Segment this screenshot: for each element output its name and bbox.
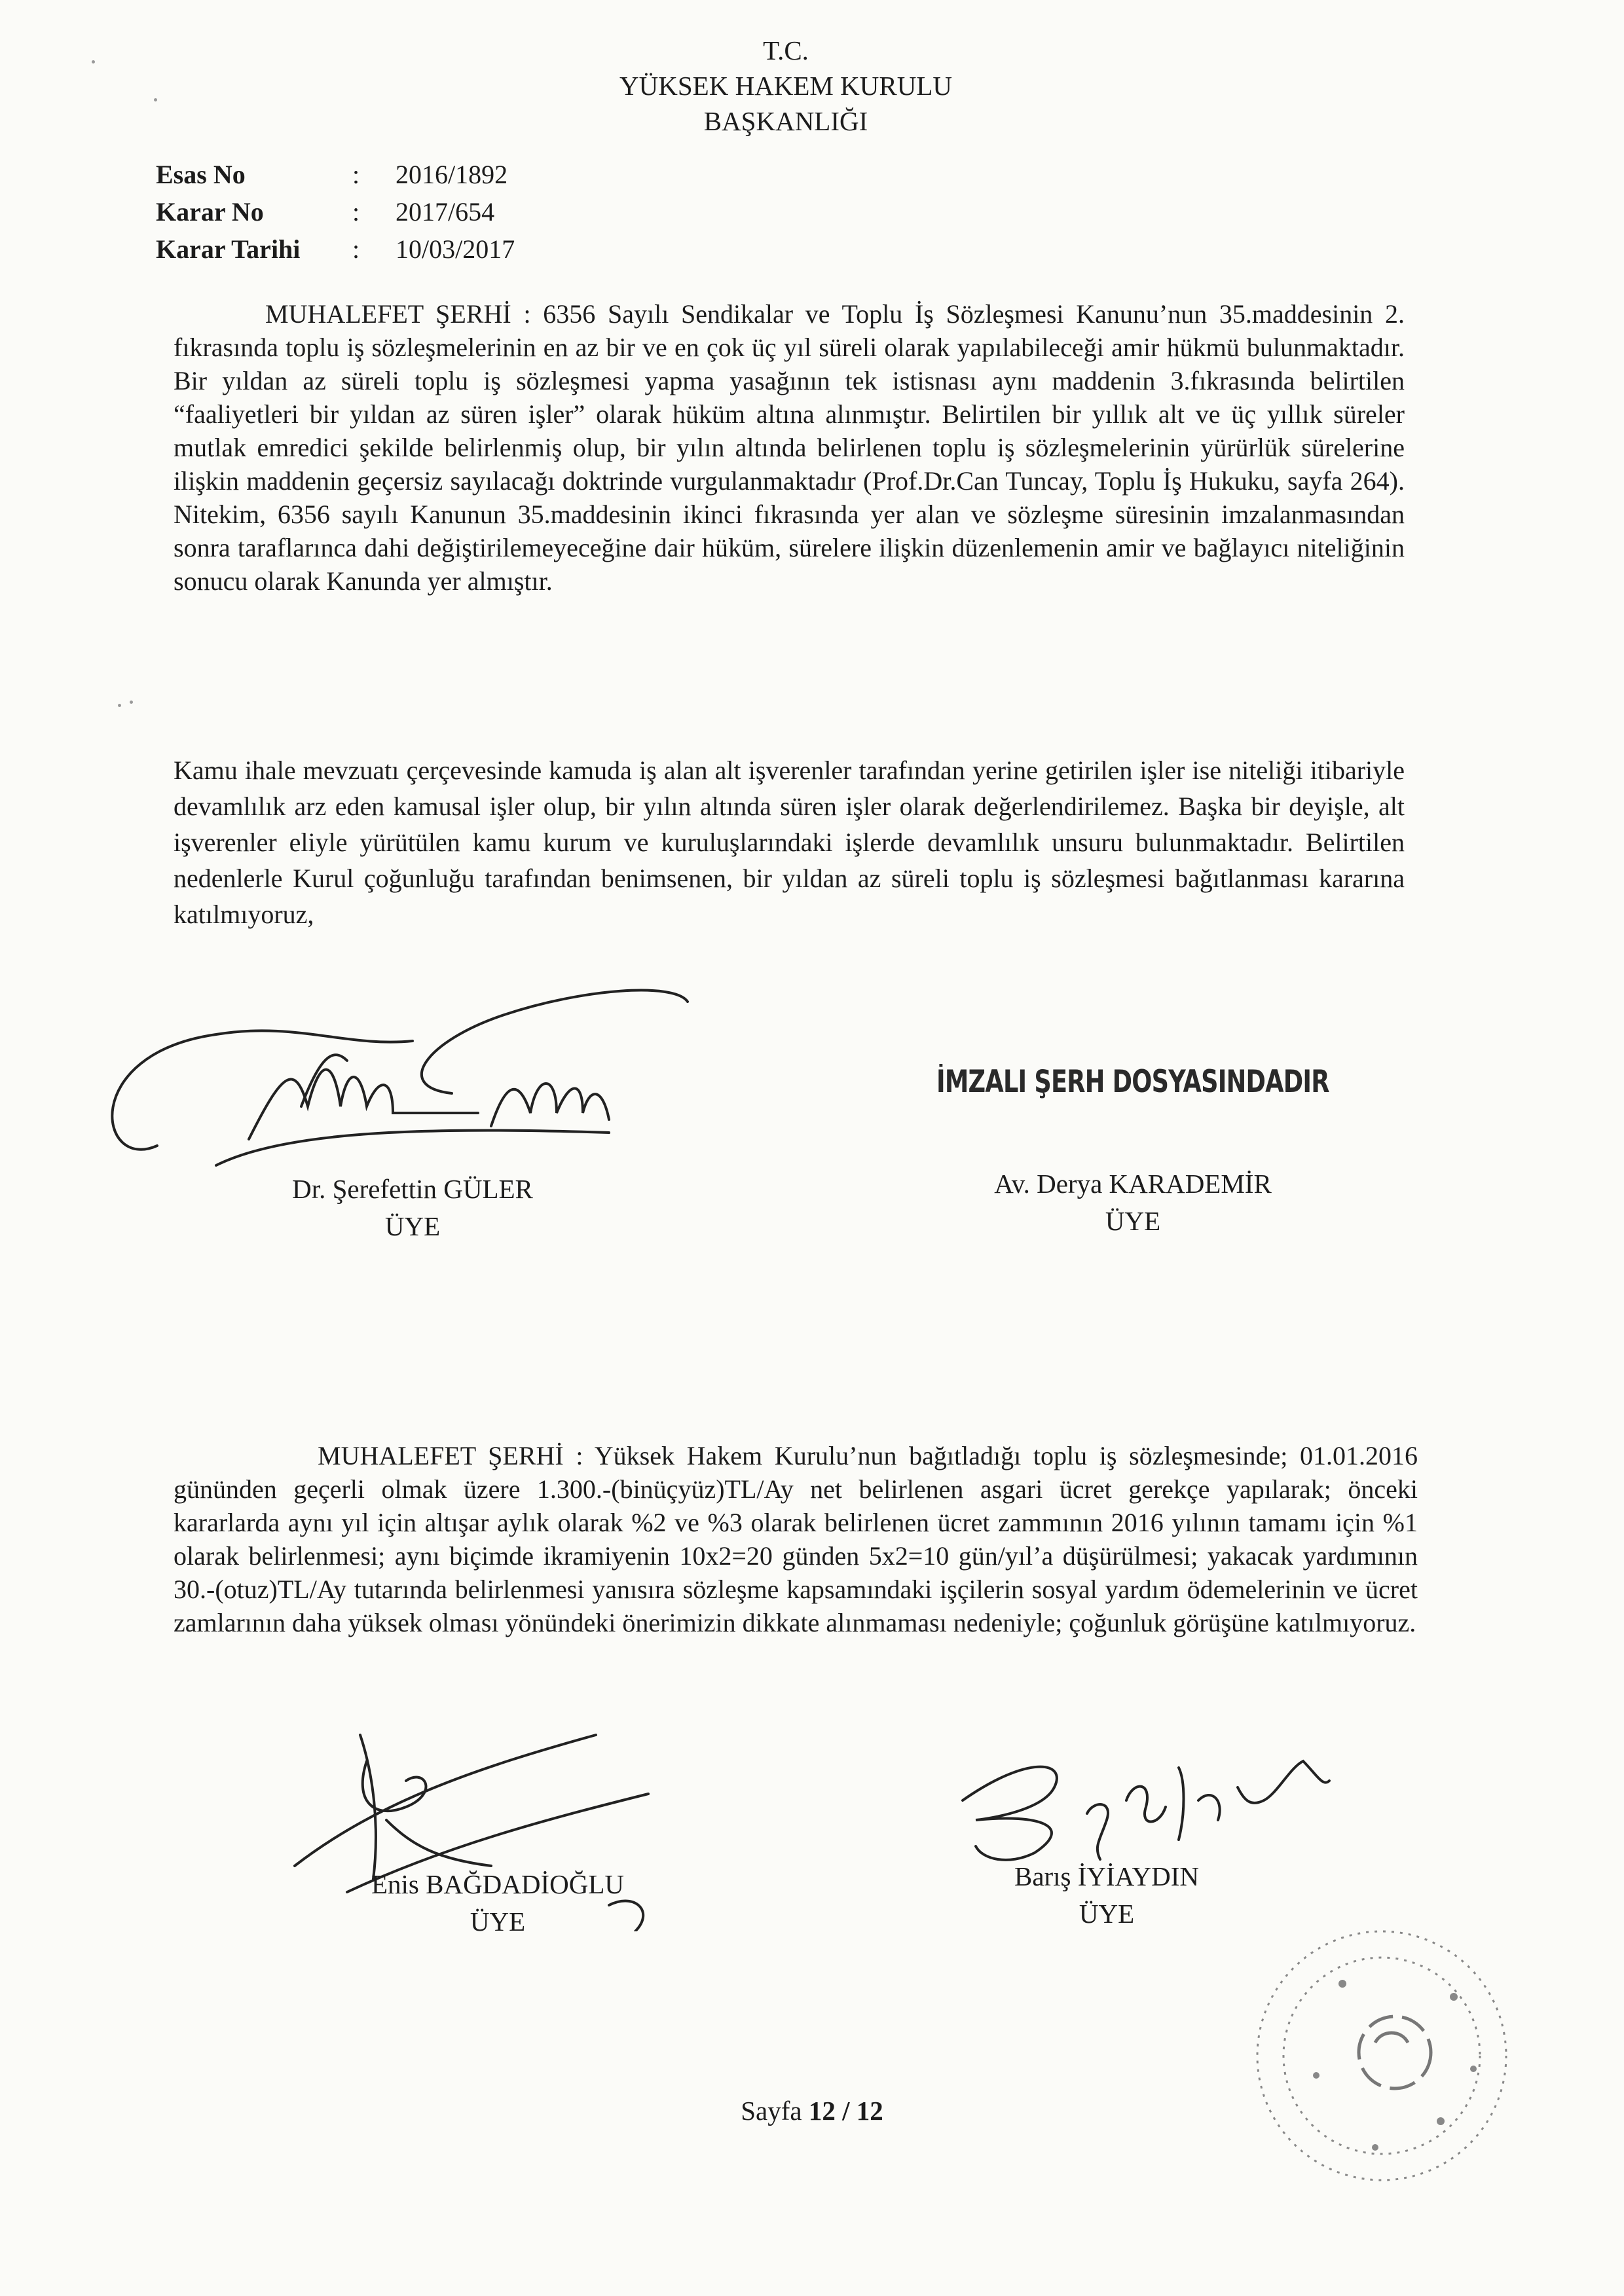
dissent-paragraph-2 — [174, 752, 1405, 932]
signature-block-bagdadioglu — [314, 1866, 681, 1941]
case-info — [156, 156, 515, 268]
signed-dissent-note: İMZALI ŞERH DOSYASINDADIR — [936, 1064, 1329, 1100]
case-info-sep: : — [352, 234, 360, 264]
signer-role: ÜYE — [470, 1906, 526, 1937]
page-footer — [0, 2095, 1624, 2126]
signer-name: Barış İYİAYDIN — [1014, 1861, 1200, 1891]
dissent-text-continued: Kamu ihale mevzuatı çerçevesinde kamuda iş alan alt işverenler tarafından yerine getirilen işler ise niteliği itibariyle devamlılık arz eden kamusal işler olup, bir yılın altında süren işler olarak değerlendirilemez. Başka bir deyişle, alt işverenler eliyle yürütülen kamu kurum ve kuruluşlarındaki işlerde devamlılık unsuru bulunmaktadır. Belirtilen nedenlerle Kurul çoğunluğu tarafından benimsenen, bir yıldan az süreli toplu iş sözleşmesi bağıtlanması kararına katılmıyoruz, — [174, 756, 1405, 929]
dissent-text: Yüksek Hakem Kurulu’nun bağıtladığı toplu iş sözleşmesinde; 01.01.2016 gününden geçerli olmak üzere 1.300.-(binüçyüz)TL/Ay net belirlenen asgari ücret gerekçe yapılarak; önceki kararlarda aynı yıl için altışar aylık olarak %2 ve %3 olarak belirlenen ücret zammının 2016 yılının tamamı için %1 olarak belirlenmesi; aynı biçimde ikramiyenin 10x2=20 günden 5x2=10 gün/yıl’a düşürülmesi; yakacak yardımının 30.-(otuz)TL/Ay tutarında belirlenmesi yanısıra sözleşme kapsamındaki işçilerin sosyal yardım ödemelerinin ve ücret zamlarının daha yüksek olması yönündeki önerimizin dikkate alınmaması nedeniyle; çoğunluk görüşüne katılmıyoruz. — [174, 1441, 1418, 1637]
scan-speck — [118, 704, 121, 707]
case-info-value: 2016/1892 — [396, 160, 508, 189]
case-info-row — [156, 230, 515, 268]
scan-speck — [154, 98, 157, 101]
case-info-value: 10/03/2017 — [396, 234, 515, 264]
case-info-row — [156, 193, 515, 230]
case-info-sep: : — [352, 197, 360, 227]
signer-name: Dr. Şerefettin GÜLER — [292, 1174, 533, 1204]
dissent-paragraph-1 — [174, 297, 1405, 598]
dissent-text: 6356 Sayılı Sendikalar ve Toplu İş Sözleşmesi Kanunu’nun 35.maddesinin 2. fıkrasında toplu iş sözleşmelerinin en az bir ve en çok üç yıl süreli olarak yapılabileceği amir hükmü bulunmaktadır. Bir yıldan az süreli toplu iş sözleşmesi yapma yasağının tek istisnası aynı maddenin 3.fıkrasında belirtilen “faaliyetleri bir yıldan az süren işler” olarak hüküm altına alınmıştır. Belirtilen bir yıllık alt ve üç yıllık süreler mutlak emredici şekilde belirlenmiş olup, bir yılın altında belirlenen toplu iş sözleşmelerinin yürürlük sürelerine ilişkin maddenin geçersiz sayılacağı doktrinde vurgulanmaktadır (Prof.Dr.Can Tuncay, Toplu İş Hukuku, sayfa 264). Nitekim, 6356 sayılı Kanunun 35.maddesinin ikinci fıkrasında yer alan ve sözleşme süresinin imzalanmasından sonra taraflarınca dahi değiştirilemeyeceğine dair hüküm, sürelere ilişkin düzenlemenin amir ve bağlayıcı niteliğinin sonucu olarak Kanunda yer almıştır. — [174, 299, 1405, 596]
official-seal-icon — [1244, 1912, 1519, 2200]
dissent-label: MUHALEFET ŞERHİ : — [318, 1441, 583, 1470]
case-info-sep: : — [352, 160, 360, 189]
page-number: 12 / 12 — [808, 2096, 883, 2126]
case-info-value: 2017/654 — [396, 197, 495, 227]
signer-role: ÜYE — [1105, 1206, 1161, 1236]
signer-name: Enis BAĞDADİOĞLU — [371, 1869, 625, 1899]
case-info-label: Karar Tarihi — [156, 234, 301, 264]
dissent-label: MUHALEFET ŞERHİ : — [265, 299, 531, 329]
case-info-label: Karar No — [156, 197, 264, 227]
case-info-row — [156, 156, 515, 193]
scan-speck — [130, 701, 133, 704]
signer-name: Av. Derya KARADEMİR — [994, 1169, 1272, 1199]
case-info-label: Esas No — [156, 160, 246, 189]
signature-block-iyiaydin — [943, 1858, 1270, 1933]
scan-speck — [92, 60, 95, 64]
signature-block-guler — [229, 1171, 596, 1245]
signature-guler — [85, 975, 740, 1192]
signature-iyiaydin — [936, 1728, 1356, 1872]
signature-block-karademir — [936, 1165, 1329, 1240]
header-presidency: BAŞKANLIĞI — [703, 106, 868, 136]
document-header — [0, 33, 1572, 139]
header-board: YÜKSEK HAKEM KURULU — [619, 71, 952, 101]
signer-role: ÜYE — [384, 1211, 441, 1241]
page-prefix: Sayfa — [741, 2096, 802, 2126]
signer-role: ÜYE — [1079, 1899, 1135, 1929]
dissent-paragraph-3 — [174, 1439, 1418, 1639]
header-republic: T.C. — [763, 35, 809, 65]
